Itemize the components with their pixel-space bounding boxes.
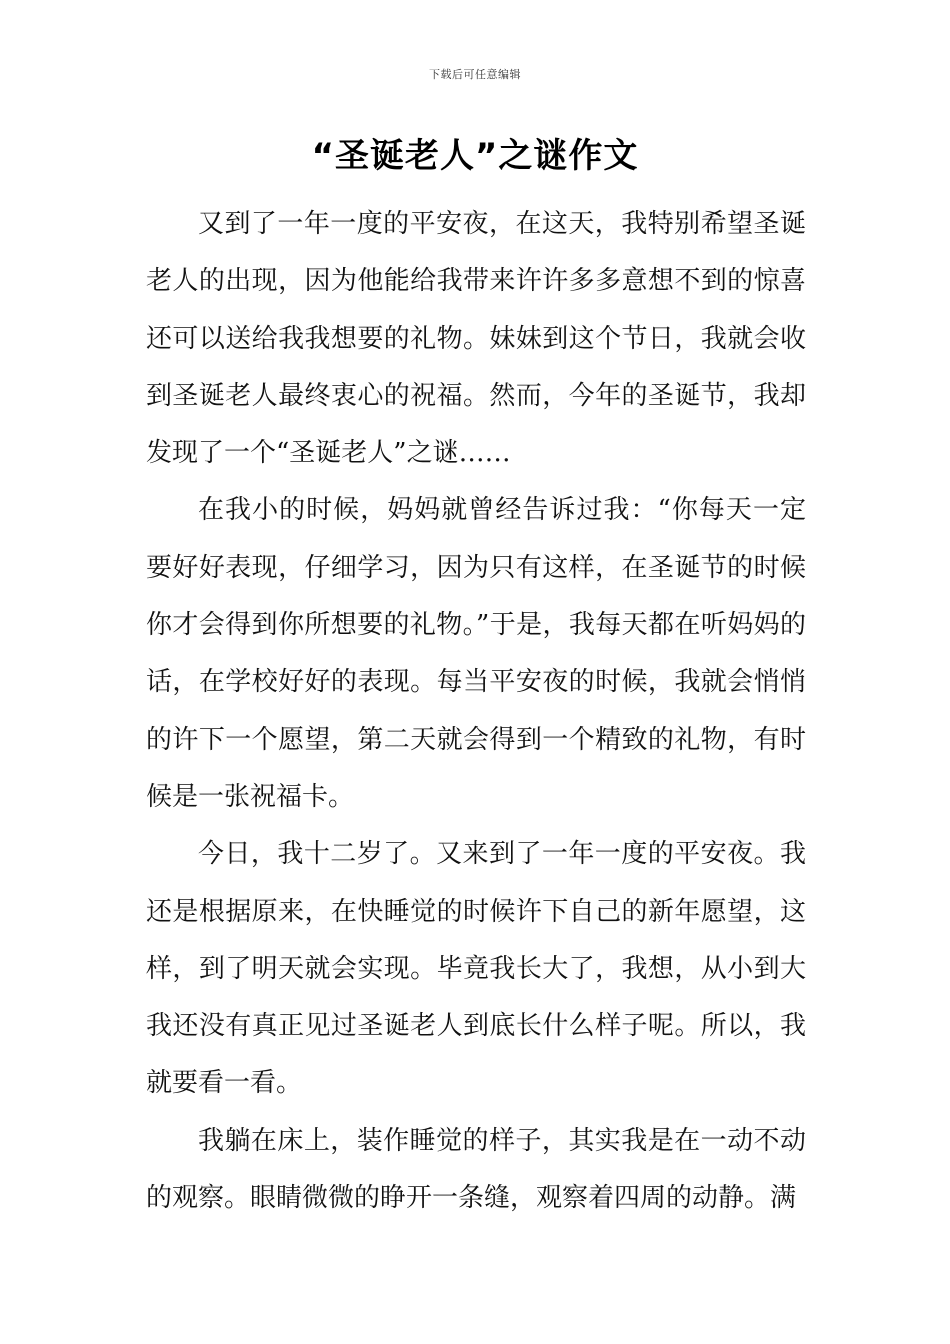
paragraph: 又到了一年一度的平安夜，在这天，我特别希望圣诞老人的出现，因为他能给我带来许许多多意想不到的惊喜还可以送给我我想要的礼物。妹妹到这个节日，我就会收到圣诞老人最终衷心的祝福。然而，今年的圣诞节，我却发现了一个“圣诞老人”之谜……: [146, 209, 806, 469]
header-note: 下载后可任意编辑: [429, 68, 521, 81]
document-title: “圣诞老人”之谜作文: [311, 136, 639, 176]
document-body: [146, 196, 806, 1227]
paragraph: 在我小的时候，妈妈就曾经告诉过我：“你每天一定要好好表现，仔细学习，因为只有这样，在圣诞节的时候你才会得到你所想要的礼物。”于是，我每天都在听妈妈的话，在学校好好的表现。每当平安夜的时候，我就会悄悄的许下一个愿望，第二天就会得到一个精致的礼物，有时候是一张祝福卡。: [146, 495, 806, 812]
paragraph: 我躺在床上，装作睡觉的样子，其实我是在一动不动的观察。眼睛微微的睁开一条缝，观察着四周的动静。满: [146, 1125, 806, 1214]
paragraph: 今日，我十二岁了。又来到了一年一度的平安夜。我还是根据原来，在快睡觉的时候许下自己的新年愿望，这样，到了明天就会实现。毕竟我长大了，我想，从小到大我还没有真正见过圣诞老人到底长什么样子呢。所以，我就要看一看。: [146, 839, 806, 1099]
